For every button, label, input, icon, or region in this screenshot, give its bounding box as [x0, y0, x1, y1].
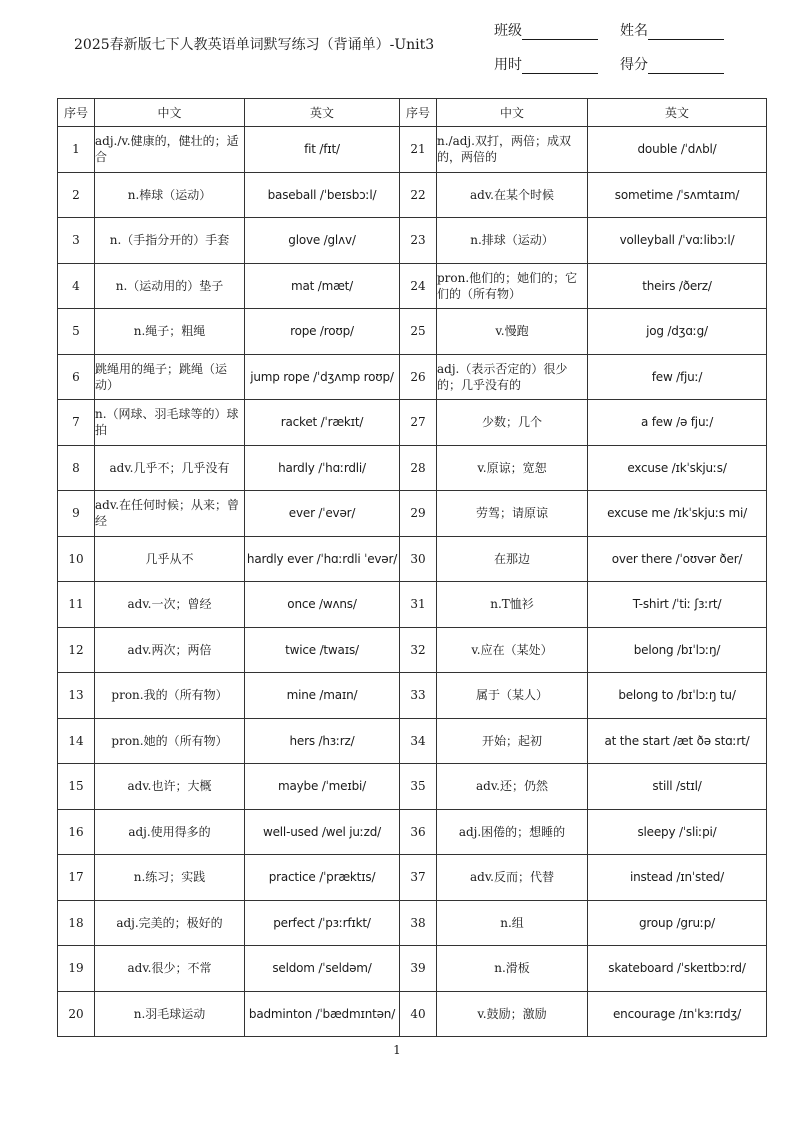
- header-number-left: 序号: [58, 99, 95, 127]
- table-row: [58, 809, 767, 855]
- chinese-meaning: adv.还；仍然: [437, 764, 588, 810]
- english-word: perfect /ˈpɜːrfɪkt/: [245, 900, 400, 946]
- chinese-meaning: n.（手指分开的）手套: [95, 218, 245, 264]
- chinese-meaning: n.滑板: [437, 946, 588, 992]
- chinese-meaning: 少数；几个: [437, 400, 588, 446]
- word-number: 28: [400, 445, 437, 491]
- english-word: fit /fɪt/: [245, 127, 400, 173]
- word-number: 40: [400, 991, 437, 1037]
- page-title: 2025春新版七下人教英语单词默写练习（背诵单）-Unit3: [74, 37, 435, 53]
- english-word: at the start /æt ðə stɑːrt/: [588, 718, 767, 764]
- word-number: 15: [58, 764, 95, 810]
- table-row: [58, 946, 767, 992]
- chinese-meaning: n.T恤衫: [437, 582, 588, 628]
- table-row: [58, 627, 767, 673]
- english-word: double /ˈdʌbl/: [588, 127, 767, 173]
- word-number: 14: [58, 718, 95, 764]
- chinese-meaning: adv.两次；两倍: [95, 627, 245, 673]
- english-word: few /fjuː/: [588, 354, 767, 400]
- word-number: 18: [58, 900, 95, 946]
- header-number-right: 序号: [400, 99, 437, 127]
- table-row: [58, 718, 767, 764]
- english-word: baseball /ˈbeɪsbɔːl/: [245, 172, 400, 218]
- header-chinese-left: 中文: [95, 99, 245, 127]
- chinese-meaning: adj.完美的；极好的: [95, 900, 245, 946]
- english-word: glove /glʌv/: [245, 218, 400, 264]
- word-number: 1: [58, 127, 95, 173]
- english-word: instead /ɪnˈsted/: [588, 855, 767, 901]
- score-label: 得分: [620, 57, 648, 73]
- english-word: theirs /ðerz/: [588, 263, 767, 309]
- english-word: group /gruːp/: [588, 900, 767, 946]
- table-row: [58, 764, 767, 810]
- english-word: sometime /ˈsʌmtaɪm/: [588, 172, 767, 218]
- table-row: [58, 991, 767, 1037]
- table-row: [58, 127, 767, 173]
- english-word: well-used /wel juːzd/: [245, 809, 400, 855]
- chinese-meaning: n.羽毛球运动: [95, 991, 245, 1037]
- chinese-meaning: adj.使用得多的: [95, 809, 245, 855]
- chinese-meaning: n.组: [437, 900, 588, 946]
- vocab-table: [57, 98, 767, 1037]
- score-blank[interactable]: [648, 59, 724, 74]
- chinese-meaning: adv.反而；代替: [437, 855, 588, 901]
- chinese-meaning: adj.（表示否定的）很少的；几乎没有的: [437, 354, 588, 400]
- english-word: belong /bɪˈlɔːŋ/: [588, 627, 767, 673]
- english-word: jump rope /ˈdʒʌmp roʊp/: [245, 354, 400, 400]
- word-number: 36: [400, 809, 437, 855]
- word-number: 3: [58, 218, 95, 264]
- word-number: 24: [400, 263, 437, 309]
- table-row: [58, 309, 767, 355]
- table-row: [58, 445, 767, 491]
- table-row: [58, 855, 767, 901]
- chinese-meaning: pron.我的（所有物）: [95, 673, 245, 719]
- name-field: [620, 20, 724, 40]
- english-word: belong to /bɪˈlɔːŋ tu/: [588, 673, 767, 719]
- time-label: 用时: [494, 57, 522, 73]
- word-number: 31: [400, 582, 437, 628]
- word-number: 2: [58, 172, 95, 218]
- word-number: 16: [58, 809, 95, 855]
- english-word: excuse me /ɪkˈskjuːs mi/: [588, 491, 767, 537]
- table-row: [58, 536, 767, 582]
- chinese-meaning: adv.一次；曾经: [95, 582, 245, 628]
- english-word: hers /hɜːrz/: [245, 718, 400, 764]
- chinese-meaning: v.慢跑: [437, 309, 588, 355]
- english-word: jog /dʒɑːg/: [588, 309, 767, 355]
- english-word: mine /maɪn/: [245, 673, 400, 719]
- score-field: [620, 54, 724, 74]
- english-word: hardly /ˈhɑːrdli/: [245, 445, 400, 491]
- word-number: 34: [400, 718, 437, 764]
- chinese-meaning: adv.在某个时候: [437, 172, 588, 218]
- chinese-meaning: 开始；起初: [437, 718, 588, 764]
- chinese-meaning: 劳驾；请原谅: [437, 491, 588, 537]
- chinese-meaning: n.排球（运动）: [437, 218, 588, 264]
- table-row: [58, 582, 767, 628]
- english-word: twice /twaɪs/: [245, 627, 400, 673]
- english-word: a few /ə fjuː/: [588, 400, 767, 446]
- chinese-meaning: n.棒球（运动）: [95, 172, 245, 218]
- chinese-meaning: pron.她的（所有物）: [95, 718, 245, 764]
- time-blank[interactable]: [522, 59, 598, 74]
- word-number: 11: [58, 582, 95, 628]
- chinese-meaning: 属于（某人）: [437, 673, 588, 719]
- time-field: [494, 54, 598, 74]
- name-blank[interactable]: [648, 25, 724, 40]
- english-word: once /wʌns/: [245, 582, 400, 628]
- english-word: hardly ever /ˈhɑːrdli ˈevər/: [245, 536, 400, 582]
- chinese-meaning: n.练习；实践: [95, 855, 245, 901]
- chinese-meaning: adv.在任何时候；从来；曾经: [95, 491, 245, 537]
- word-number: 25: [400, 309, 437, 355]
- word-number: 39: [400, 946, 437, 992]
- english-word: rope /roʊp/: [245, 309, 400, 355]
- chinese-meaning: 跳绳用的绳子；跳绳（运动）: [95, 354, 245, 400]
- table-row: [58, 491, 767, 537]
- word-number: 35: [400, 764, 437, 810]
- word-number: 27: [400, 400, 437, 446]
- chinese-meaning: adj./v.健康的，健壮的；适合: [95, 127, 245, 173]
- table-header-row: [58, 99, 767, 127]
- english-word: maybe /ˈmeɪbi/: [245, 764, 400, 810]
- chinese-meaning: n./adj.双打，两倍；成双的，两倍的: [437, 127, 588, 173]
- word-number: 38: [400, 900, 437, 946]
- name-label: 姓名: [620, 23, 648, 39]
- word-number: 23: [400, 218, 437, 264]
- english-word: ever /ˈevər/: [245, 491, 400, 537]
- table-row: [58, 218, 767, 264]
- chinese-meaning: pron.他们的；她们的；它们的（所有物）: [437, 263, 588, 309]
- word-number: 12: [58, 627, 95, 673]
- word-number: 9: [58, 491, 95, 537]
- word-number: 6: [58, 354, 95, 400]
- class-label: 班级: [494, 23, 522, 39]
- class-field: [494, 20, 598, 40]
- table-row: [58, 354, 767, 400]
- word-number: 13: [58, 673, 95, 719]
- header-english-left: 英文: [245, 99, 400, 127]
- chinese-meaning: 在那边: [437, 536, 588, 582]
- word-number: 17: [58, 855, 95, 901]
- word-number: 5: [58, 309, 95, 355]
- word-number: 32: [400, 627, 437, 673]
- word-number: 33: [400, 673, 437, 719]
- table-row: [58, 900, 767, 946]
- word-number: 4: [58, 263, 95, 309]
- word-number: 20: [58, 991, 95, 1037]
- table-row: [58, 400, 767, 446]
- word-number: 26: [400, 354, 437, 400]
- chinese-meaning: adv.几乎不；几乎没有: [95, 445, 245, 491]
- chinese-meaning: adv.很少；不常: [95, 946, 245, 992]
- chinese-meaning: n.（运动用的）垫子: [95, 263, 245, 309]
- chinese-meaning: n.（网球、羽毛球等的）球拍: [95, 400, 245, 446]
- table-row: [58, 172, 767, 218]
- word-number: 22: [400, 172, 437, 218]
- chinese-meaning: v.应在（某处）: [437, 627, 588, 673]
- word-number: 8: [58, 445, 95, 491]
- chinese-meaning: 几乎从不: [95, 536, 245, 582]
- class-blank[interactable]: [522, 25, 598, 40]
- word-number: 7: [58, 400, 95, 446]
- header-english-right: 英文: [588, 99, 767, 127]
- english-word: skateboard /ˈskeɪtbɔːrd/: [588, 946, 767, 992]
- word-number: 19: [58, 946, 95, 992]
- english-word: volleyball /ˈvɑːlibɔːl/: [588, 218, 767, 264]
- word-number: 10: [58, 536, 95, 582]
- english-word: over there /ˈoʊvər ðer/: [588, 536, 767, 582]
- chinese-meaning: adv.也许；大概: [95, 764, 245, 810]
- english-word: encourage /ɪnˈkɜːrɪdʒ/: [588, 991, 767, 1037]
- table-row: [58, 673, 767, 719]
- english-word: seldom /ˈseldəm/: [245, 946, 400, 992]
- chinese-meaning: v.鼓励；激励: [437, 991, 588, 1037]
- word-number: 21: [400, 127, 437, 173]
- word-number: 29: [400, 491, 437, 537]
- english-word: still /stɪl/: [588, 764, 767, 810]
- word-number: 30: [400, 536, 437, 582]
- english-word: mat /mæt/: [245, 263, 400, 309]
- english-word: sleepy /ˈsliːpi/: [588, 809, 767, 855]
- header-chinese-right: 中文: [437, 99, 588, 127]
- page-number: 1: [393, 1043, 401, 1057]
- english-word: practice /ˈpræktɪs/: [245, 855, 400, 901]
- chinese-meaning: v.原谅；宽恕: [437, 445, 588, 491]
- english-word: badminton /ˈbædmɪntən/: [245, 991, 400, 1037]
- chinese-meaning: n.绳子；粗绳: [95, 309, 245, 355]
- word-number: 37: [400, 855, 437, 901]
- chinese-meaning: adj.困倦的；想睡的: [437, 809, 588, 855]
- english-word: T-shirt /ˈtiː ʃɜːrt/: [588, 582, 767, 628]
- english-word: racket /ˈrækɪt/: [245, 400, 400, 446]
- english-word: excuse /ɪkˈskjuːs/: [588, 445, 767, 491]
- table-row: [58, 263, 767, 309]
- vocab-table-body: [58, 127, 767, 1037]
